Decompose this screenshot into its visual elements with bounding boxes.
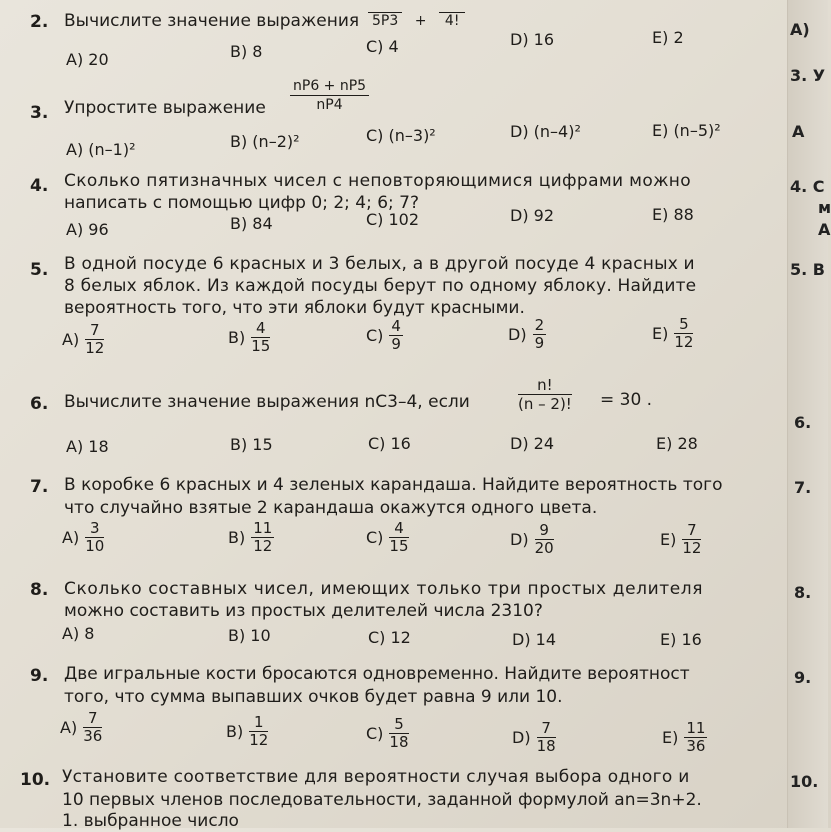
edge-fragment: A	[818, 220, 831, 239]
edge-fragment: A)	[790, 20, 810, 39]
answer-d: D) $\frac{7}{18}$	[512, 719, 556, 755]
answer-c: C) 12	[368, 628, 411, 647]
answer-e: E) 2	[652, 28, 684, 47]
question-number: 3.	[30, 103, 49, 123]
answer-c: C) 16	[368, 434, 411, 453]
answer-b: B) $\frac{1}{12}$	[226, 713, 269, 749]
question-text-line-1: Установите соответствие для вероятности случая выбора одного и	[62, 767, 690, 787]
answer-c: C) 4	[366, 37, 399, 56]
question-number: 10.	[20, 770, 51, 790]
edge-fragment: 3. У	[790, 66, 826, 85]
answer-b: B) $\frac{11}{12}$	[228, 519, 273, 555]
question-text-line-2: можно составить из простых делителей числа 2310?	[64, 601, 543, 621]
answer-c: C) $\frac{5}{18}$	[366, 715, 409, 751]
answer-b: B) 84	[230, 214, 273, 233]
question-number: 8.	[30, 580, 49, 600]
answer-e: E) (n–5)²	[652, 121, 721, 140]
condition-equals: = 30 .	[600, 390, 653, 410]
edge-fragment: 8.	[794, 583, 812, 602]
question-text-line-2: что случайно взятые 2 карандаша окажутся одного цвета.	[64, 498, 598, 518]
answer-e: E) $\frac{11}{36}$	[662, 719, 706, 755]
answer-c: C) $\frac{4}{9}$	[366, 317, 401, 353]
expr-denominator: 5P3	[368, 12, 402, 29]
question-text: Вычислите значение выражения	[64, 11, 360, 31]
answer-d: D) 14	[512, 630, 557, 649]
answer-e: E) $\frac{7}{12}$	[660, 521, 702, 557]
question-number: 9.	[30, 666, 49, 686]
answer-d: D) 16	[510, 30, 555, 49]
question-text-line-2: 10 первых членов последовательности, заданной формулой an=3n+2.	[62, 790, 702, 810]
answer-d: D) 92	[510, 206, 555, 225]
answer-e: E) 28	[656, 434, 698, 453]
answer-b: B) 15	[230, 435, 273, 454]
question-text-line-2: того, что сумма выпавших очков будет равна 9 или 10.	[64, 687, 563, 707]
question-number: 7.	[30, 477, 49, 497]
question-text-line-3: вероятность того, что эти яблоки будут красными.	[64, 298, 525, 318]
answer-e: E) 16	[660, 630, 702, 649]
answer-a: A) 96	[66, 220, 109, 239]
answer-d: D) 24	[510, 434, 555, 453]
expr-numerator: nP6 + nP5	[290, 77, 369, 96]
answer-b: B) (n–2)²	[230, 132, 300, 151]
edge-fragment: 5. В	[790, 260, 825, 279]
answer-a: A) (n–1)²	[66, 140, 136, 159]
condition-fraction: n! (n – 2)!	[518, 376, 572, 413]
question-text-line-3: 1. выбранное число	[62, 811, 239, 831]
answer-e: E) $\frac{5}{12}$	[652, 315, 694, 351]
edge-fragment: 10.	[790, 772, 819, 791]
adjacent-page-edge	[787, 0, 831, 828]
question-number: 6.	[30, 394, 49, 414]
question-text: Вычислите значение выражения nC3–4, если	[64, 392, 470, 412]
edge-fragment: м	[818, 198, 831, 217]
question-number: 2.	[30, 12, 49, 32]
answer-a: A) 18	[66, 437, 109, 456]
question-text-line-1: Сколько составных чисел, имеющих только три простых делителя	[64, 579, 704, 599]
answer-c: C) 102	[366, 210, 420, 229]
expr-denominator: nP4	[316, 97, 343, 113]
answer-d: D) $\frac{9}{20}$	[510, 521, 554, 557]
answer-c: C) (n–3)²	[366, 126, 436, 145]
question-number: 5.	[30, 260, 49, 280]
question-text-line-1: Сколько пятизначных чисел с неповторяющимися цифрами можно	[64, 171, 691, 191]
edge-fragment: 6.	[794, 413, 812, 432]
edge-fragment: 9.	[794, 668, 812, 687]
answer-a: A) 8	[62, 624, 95, 643]
question-text: Упростите выражение	[64, 98, 266, 118]
edge-fragment: 7.	[794, 478, 812, 497]
expression-fraction	[290, 77, 369, 114]
answer-a: A) $\frac{7}{12}$	[62, 321, 105, 357]
answer-a: A) 20	[66, 50, 109, 69]
expr-denominator-2: 4!	[439, 12, 466, 29]
answer-b: B) 10	[228, 626, 271, 645]
answer-b: B) $\frac{4}{15}$	[228, 319, 271, 355]
edge-fragment: A	[792, 122, 805, 141]
answer-a: A) $\frac{7}{36}$	[60, 709, 103, 745]
answer-d: D) $\frac{2}{9}$	[508, 316, 545, 352]
question-number: 4.	[30, 176, 49, 196]
expr-plus: +	[414, 13, 427, 29]
question-text-line-2: написать с помощью цифр 0; 2; 4; 6; 7?	[64, 193, 419, 213]
question-text-line-2: 8 белых яблок. Из каждой посуды берут по одному яблоку. Найдите	[64, 276, 697, 296]
question-text-line-1: В коробке 6 красных и 4 зеленых карандаша. Найдите вероятность того	[64, 475, 723, 495]
answer-c: C) $\frac{4}{15}$	[366, 519, 409, 555]
answer-d: D) (n–4)²	[510, 122, 581, 141]
question-text-line-1: В одной посуде 6 красных и 3 белых, а в другой посуде 4 красных и	[64, 254, 695, 274]
answer-e: E) 88	[652, 205, 694, 224]
answer-a: A) $\frac{3}{10}$	[62, 519, 105, 555]
question-text-line-1: Две игральные кости бросаются одновременно. Найдите вероятност	[64, 664, 690, 684]
edge-fragment: 4. С	[790, 177, 825, 196]
answer-b: B) 8	[230, 42, 263, 61]
